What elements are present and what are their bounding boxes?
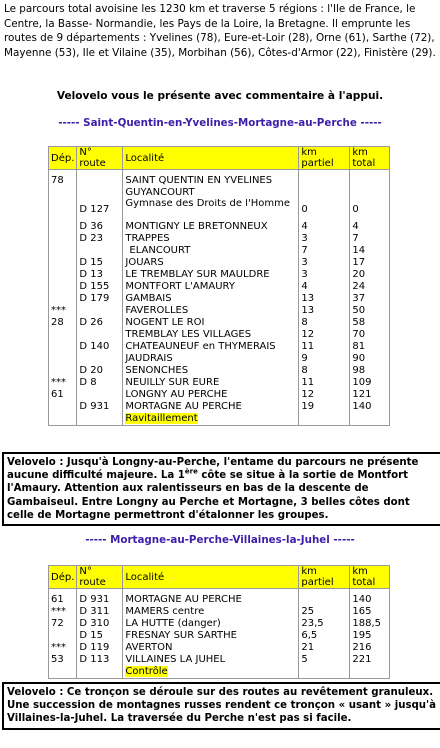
table-row [49,401,390,413]
cell-km-total: 58 [350,317,390,329]
table-row [49,353,390,365]
cell-km-total: 4 [350,221,390,233]
cell-km-partiel: 8 [299,365,350,377]
cell-dep [49,365,77,377]
cell-km-partiel: 4 [299,221,350,233]
cell-dep [49,353,77,365]
cell-route: D 13 [77,269,123,281]
cell-dep [49,245,77,257]
table-row [49,630,390,642]
cell-km-total: 216 [350,642,390,654]
cell-localite: LONGNY AU PERCHE [123,389,299,401]
col-km-partiel: km partiel [299,147,350,170]
cell-km-total [350,175,390,187]
cell-localite: NOGENT LE ROI [123,317,299,329]
cell-route: D 311 [77,606,123,618]
cell-km-partiel: 19 [299,401,350,413]
cell-localite: FRESNAY SUR SARTHE [123,630,299,642]
cell-km-total: 98 [350,365,390,377]
table-row [49,281,390,293]
ravitaillement-label: Ravitaillement [125,413,198,424]
comment-text: Ce tronçon se déroule sur des routes au revêtement granuleux. Une succession de montagnes russes rendent ce tronçon « usant » jusqu'à Villaines-la-Juhel. La traversée du Perche n'est pas si facile. [7,687,437,725]
table-row [49,293,390,305]
cell-dep: 28 [49,317,77,329]
cell-km-partiel: 5 [299,654,350,666]
cell-dep [49,269,77,281]
table-row [49,377,390,389]
table-row [49,233,390,245]
cell-dep [49,413,77,426]
cell-dep [49,187,77,199]
cell-route: D 179 [77,293,123,305]
col-localite: Localité [123,566,299,589]
cell-route: D 931 [77,401,123,413]
table-header [49,566,390,589]
cell-km-total: 0 [350,199,390,221]
cell-route: D 155 [77,281,123,293]
section1-table [48,146,390,426]
section2-comment [2,682,440,730]
cell-km-total: 24 [350,281,390,293]
cell-route: D 140 [77,341,123,353]
col-route: N° route [77,147,123,170]
table-row [49,606,390,618]
cell-km-total: 109 [350,377,390,389]
cell-route: D 15 [77,257,123,269]
cell-localite: MONTIGNY LE BRETONNEUX [123,221,299,233]
cell-km-partiel: 6,5 [299,630,350,642]
table-row [49,666,390,679]
cell-dep: 61 [49,389,77,401]
cell-km-partiel: 3 [299,269,350,281]
cell-km-total: 50 [350,305,390,317]
cell-km-partiel [299,594,350,606]
table-row [49,187,390,199]
cell-km-total: 188,5 [350,618,390,630]
cell-localite: JOUARS [123,257,299,269]
cell-km-total: 20 [350,269,390,281]
table-row [49,199,390,221]
cell-dep: 78 [49,175,77,187]
cell-route: D 310 [77,618,123,630]
section2-title: ----- Mortagne-au-Perche-Villaines-la-Juhel ----- [85,534,355,546]
cell-localite: MORTAGNE AU PERCHE [123,594,299,606]
section2-table [48,565,390,679]
cell-km-total: 7 [350,233,390,245]
cell-km-partiel: 12 [299,329,350,341]
cell-dep: *** [49,606,77,618]
cell-km-total [350,187,390,199]
cell-route [77,329,123,341]
cell-km-total: 81 [350,341,390,353]
cell-dep: *** [49,642,77,654]
cell-km-partiel [299,187,350,199]
cell-km-total [350,666,390,679]
cell-km-partiel [299,413,350,426]
cell-route: D 119 [77,642,123,654]
col-km-total: km total [350,147,390,170]
cell-km-partiel: 11 [299,377,350,389]
cell-km-partiel: 23,5 [299,618,350,630]
cell-localite: LA HUTTE (danger) [123,618,299,630]
cell-route: D 23 [77,233,123,245]
cell-localite: MAMERS centre [123,606,299,618]
table-row [49,269,390,281]
cell-route [77,305,123,317]
table-row [49,317,390,329]
cell-km-partiel: 8 [299,317,350,329]
table-row [49,618,390,630]
cell-km-partiel: 0 [299,199,350,221]
cell-localite: MONTFORT L'AMAURY [123,281,299,293]
cell-dep: *** [49,377,77,389]
cell-localite: TREMBLAY LES VILLAGES [123,329,299,341]
table-row [49,341,390,353]
cell-localite: FAVEROLLES [123,305,299,317]
cell-km-total: 221 [350,654,390,666]
cell-km-partiel: 4 [299,281,350,293]
cell-km-partiel [299,175,350,187]
cell-km-partiel [299,666,350,679]
cell-dep [49,401,77,413]
cell-dep [49,293,77,305]
cell-localite [123,666,299,679]
comment-sup: ère [184,467,198,476]
cell-route: D 36 [77,221,123,233]
cell-localite: CHATEAUNEUF en THYMERAIS [123,341,299,353]
cell-route: D 26 [77,317,123,329]
cell-km-total: 140 [350,401,390,413]
cell-km-total [350,413,390,426]
table-header [49,147,390,170]
cell-dep: *** [49,305,77,317]
col-route: N° route [77,566,123,589]
col-km-partiel: km partiel [299,566,350,589]
cell-km-total: 90 [350,353,390,365]
col-km-total: km total [350,566,390,589]
comment-label: Velovelo : [7,457,64,468]
cell-route: D 931 [77,594,123,606]
cell-route: D 113 [77,654,123,666]
cell-route: D 8 [77,377,123,389]
cell-km-partiel: 13 [299,293,350,305]
cell-localite: MORTAGNE AU PERCHE [123,401,299,413]
col-dep: Dép. [49,147,77,170]
cell-localite: TRAPPES [123,233,299,245]
cell-km-partiel: 3 [299,233,350,245]
cell-dep [49,257,77,269]
cell-localite: GAMBAIS [123,293,299,305]
intro-paragraph: Le parcours total avoisine les 1230 km et traverse 5 régions : l'Ile de France, le Centre, la Basse- Normandie, les Pays de la Loire, la Bretagne. Il emprunte les routes de 9 départements : Yvelines (78), Eure-et-Loir (28), Orne (61), Sarthe (72), Mayenne (53), Ile et Vilaine (35), Morbihan (56), Côtes-d'Armor (22), Finistère (29). [4,3,436,59]
cell-dep: 72 [49,618,77,630]
cell-localite: VILLAINES LA JUHEL [123,654,299,666]
table-row [49,245,390,257]
cell-km-partiel: 7 [299,245,350,257]
cell-localite: GUYANCOURT [123,187,299,199]
table-row [49,642,390,654]
cell-route: D 127 [77,199,123,221]
cell-route [77,187,123,199]
cell-localite: Gymnase des Droits de l'Homme [123,199,299,221]
table-row [49,175,390,187]
controle-label: Contrôle [125,666,168,677]
cell-localite: LE TREMBLAY SUR MAULDRE [123,269,299,281]
announcement: Velovelo vous le présente avec commentaire à l'appui. [56,90,384,102]
table-row [49,257,390,269]
cell-km-total: 14 [350,245,390,257]
cell-km-partiel: 3 [299,257,350,269]
table-row [49,654,390,666]
cell-dep [49,630,77,642]
cell-dep [49,233,77,245]
cell-km-partiel: 11 [299,341,350,353]
cell-km-total: 121 [350,389,390,401]
table-row [49,329,390,341]
cell-route: D 20 [77,365,123,377]
section1-title: ----- Saint-Quentin-en-Yvelines-Mortagne-au-Perche ----- [58,117,382,129]
cell-localite: AVERTON [123,642,299,654]
comment-label: Velovelo : [7,687,64,698]
cell-km-total: 140 [350,594,390,606]
col-localite: Localité [123,147,299,170]
cell-route [77,389,123,401]
cell-km-partiel: 12 [299,389,350,401]
table-row [49,594,390,606]
cell-dep [49,221,77,233]
cell-dep: 61 [49,594,77,606]
cell-km-partiel: 13 [299,305,350,317]
cell-km-total: 195 [350,630,390,642]
cell-route [77,353,123,365]
cell-route [77,413,123,426]
cell-km-partiel: 21 [299,642,350,654]
cell-dep: 53 [49,654,77,666]
cell-route [77,175,123,187]
cell-localite: NEUILLY SUR EURE [123,377,299,389]
comment-text-cont: côte se situe à la sortie de Montfort l'Amaury. Attention aux ralentisseurs en bas de la descente de Gambaiseul. Entre Longny au Perche et Mortagne, 3 belles côtes dont celle de Mortagne permettront d'étalonner les groupes. [7,470,410,521]
cell-km-total: 165 [350,606,390,618]
cell-localite: ELANCOURT [123,245,299,257]
table-row [49,413,390,426]
cell-localite: JAUDRAIS [123,353,299,365]
cell-localite [123,413,299,426]
cell-dep [49,666,77,679]
col-dep: Dép. [49,566,77,589]
cell-km-partiel: 9 [299,353,350,365]
cell-route [77,245,123,257]
cell-dep [49,281,77,293]
section1-comment [2,452,440,526]
cell-km-partiel: 25 [299,606,350,618]
cell-dep [49,329,77,341]
table-row [49,365,390,377]
cell-dep [49,341,77,353]
table-row [49,221,390,233]
cell-route [77,666,123,679]
cell-localite: SAINT QUENTIN EN YVELINES [123,175,299,187]
cell-localite: SENONCHES [123,365,299,377]
cell-km-total: 70 [350,329,390,341]
comment-text: Jusqu'à Longny-au-Perche, l'entame du parcours ne présente aucune difficulté majeure. La 1 [7,457,419,482]
cell-km-total: 37 [350,293,390,305]
cell-dep [49,199,77,221]
cell-km-total: 17 [350,257,390,269]
table-row [49,305,390,317]
cell-route: D 15 [77,630,123,642]
table-row [49,389,390,401]
